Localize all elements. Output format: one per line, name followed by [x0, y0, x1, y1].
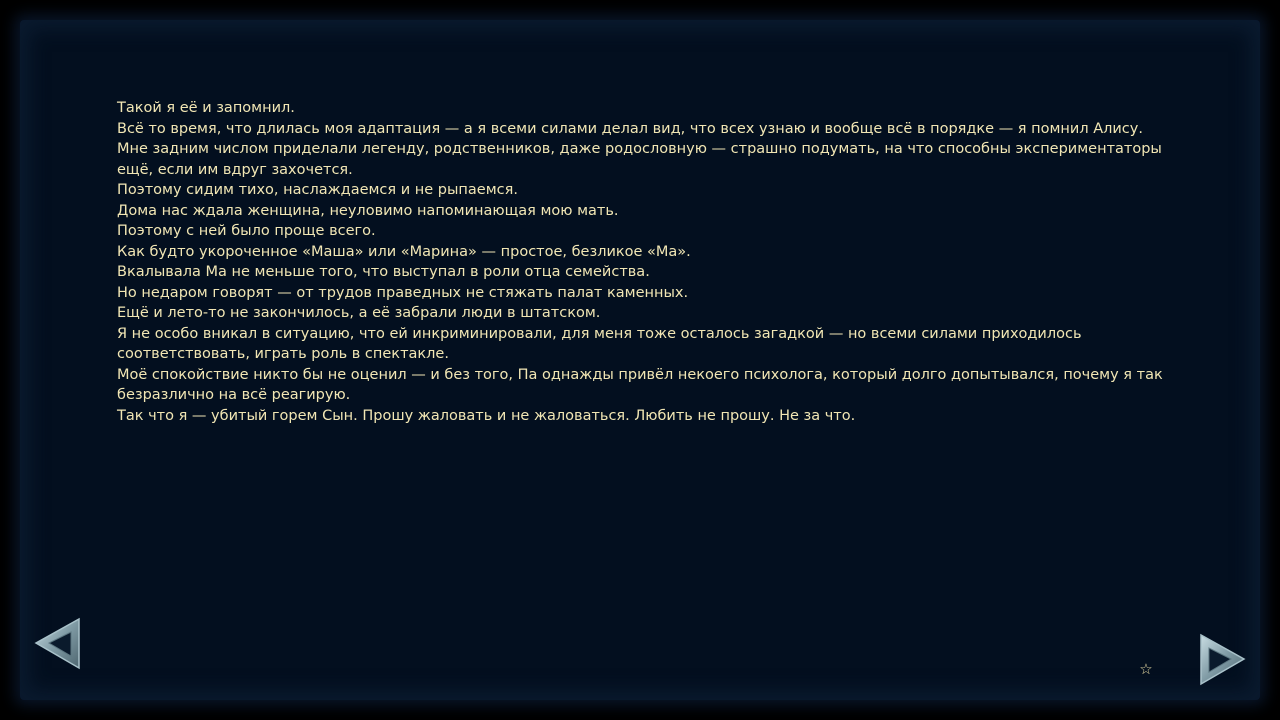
log-line: Поэтому сидим тихо, наслаждаемся и не рыпаемся.: [117, 182, 518, 198]
favorite-star-icon[interactable]: ☆: [1139, 660, 1153, 678]
log-line: Поэтому с ней было проще всего.: [117, 223, 376, 239]
log-line: Так что я — убитый горем Сын. Прошу жаловать и не жаловаться. Любить не прошу. Не за что.: [117, 407, 856, 424]
triangle-left-icon: [33, 616, 83, 672]
history-log: [117, 98, 1177, 426]
log-line: Как будто укороченное «Маша» или «Марина» — простое, безликое «Ма».: [117, 243, 691, 260]
back-button[interactable]: [33, 616, 83, 672]
triangle-right-icon: [1197, 632, 1247, 688]
log-line: Вкалывала Ма не меньше того, что выступал в роли отца семейства.: [117, 264, 650, 280]
log-line: Ещё и лето-то не закончилось, а её забрали люди в штатском.: [117, 305, 601, 321]
log-line: Мне задним числом приделали легенду, родственников, даже родословную — страшно подумать, на что способны экспериментаторы ещё, если им вдруг захочется.: [117, 141, 1162, 178]
log-line: Но недаром говорят — от трудов праведных не стяжать палат каменных.: [117, 284, 689, 301]
log-line: Моё спокойствие никто бы не оценил — и без того, Па однажды привёл некоего психолога, который долго допытывался, почему я так безразлично на всё реагирую.: [117, 366, 1163, 403]
log-line: Дома нас ждала женщина, неуловимо напоминающая мою мать.: [117, 202, 619, 219]
log-line: Я не особо вникал в ситуацию, что ей инкриминировали, для меня тоже осталось загадкой — но всеми силами приходилось соответствовать, играть роль в спектакле.: [117, 325, 1082, 362]
log-line: Такой я её и запомнил.: [117, 100, 295, 116]
log-line: Всё то время, что длилась моя адаптация — а я всеми силами делал вид, что всех узнаю и вообще всё в порядке — я помнил Алису.: [117, 120, 1143, 137]
forward-button[interactable]: [1197, 632, 1247, 688]
